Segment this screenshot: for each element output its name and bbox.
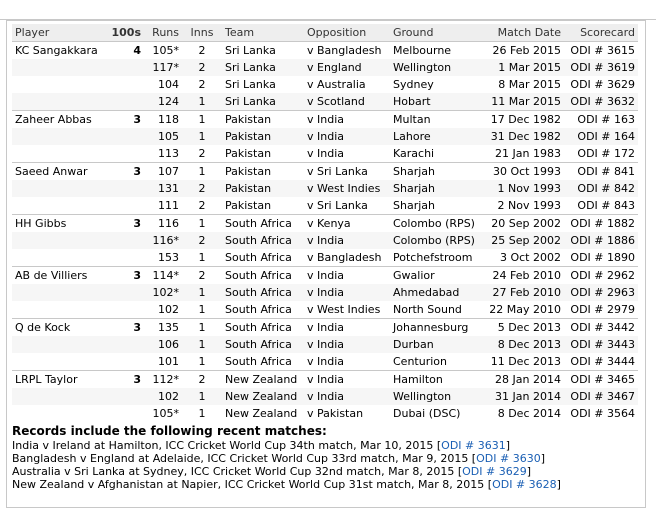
bracket-close: ] bbox=[556, 478, 561, 491]
scorecard-link[interactable]: ODI # 3443 bbox=[564, 336, 638, 353]
ground[interactable]: Lahore bbox=[390, 128, 482, 145]
hundreds-count: 3 bbox=[104, 319, 144, 337]
table-row bbox=[12, 76, 638, 93]
innings: 1 bbox=[182, 336, 222, 353]
note-scorecard-link[interactable]: ODI # 3631 bbox=[441, 439, 506, 452]
player-name[interactable]: AB de Villiers bbox=[12, 267, 104, 285]
table-row bbox=[12, 267, 638, 285]
opposition: v Bangladesh bbox=[307, 251, 382, 264]
opposition: v India bbox=[304, 336, 390, 353]
player-name[interactable] bbox=[12, 249, 104, 267]
team: South Africa bbox=[222, 215, 304, 233]
header-runs[interactable]: Runs bbox=[152, 26, 179, 39]
scorecard-link[interactable]: ODI # 3564 bbox=[570, 407, 635, 420]
header-opposition[interactable]: Opposition bbox=[307, 26, 367, 39]
hundreds-count bbox=[104, 197, 144, 215]
match-date: 1 Mar 2015 bbox=[482, 59, 564, 76]
runs: 124 bbox=[144, 93, 182, 111]
opposition: v India bbox=[304, 319, 390, 337]
opposition: v Kenya bbox=[304, 215, 390, 233]
table-row bbox=[12, 215, 638, 233]
header-scorecard[interactable]: Scorecard bbox=[580, 26, 635, 39]
bracket-close: ] bbox=[526, 465, 531, 478]
scorecard-link[interactable]: ODI # 2979 bbox=[570, 303, 635, 316]
player-name[interactable] bbox=[12, 76, 104, 93]
team: South Africa bbox=[225, 355, 292, 368]
team: South Africa bbox=[222, 336, 304, 353]
hundreds-count: 3 bbox=[104, 267, 144, 285]
player-name[interactable]: Zaheer Abbas bbox=[12, 111, 104, 129]
table-row bbox=[12, 42, 638, 60]
table-row bbox=[12, 405, 638, 422]
ground[interactable]: Colombo (RPS) bbox=[390, 232, 482, 249]
ground[interactable]: Melbourne bbox=[390, 42, 482, 60]
player-name[interactable] bbox=[12, 93, 104, 111]
table-row bbox=[12, 336, 638, 353]
opposition: v Scotland bbox=[304, 93, 390, 111]
ground[interactable]: Wellington bbox=[390, 59, 482, 76]
team: South Africa bbox=[222, 232, 304, 249]
runs: 113 bbox=[158, 147, 179, 160]
table-row bbox=[12, 388, 638, 405]
table-row bbox=[12, 163, 638, 181]
scorecard-link[interactable]: ODI # 3444 bbox=[570, 355, 635, 368]
innings: 1 bbox=[198, 355, 206, 368]
note-line bbox=[12, 478, 638, 491]
ground[interactable]: Gwalior bbox=[390, 267, 482, 285]
match-date: 8 Dec 2014 bbox=[497, 407, 561, 420]
ground[interactable]: Colombo (RPS) bbox=[390, 215, 482, 233]
team: South Africa bbox=[222, 267, 304, 285]
player-name[interactable] bbox=[12, 388, 104, 405]
innings: 2 bbox=[182, 59, 222, 76]
hundreds-count bbox=[104, 388, 144, 405]
match-date: 20 Sep 2002 bbox=[482, 215, 564, 233]
opposition: v India bbox=[304, 128, 390, 145]
match-date: 8 Dec 2013 bbox=[482, 336, 564, 353]
hundreds-count bbox=[104, 128, 144, 145]
table-row bbox=[12, 353, 638, 371]
match-date: 21 Jan 1983 bbox=[495, 147, 561, 160]
runs: 105* bbox=[152, 407, 179, 420]
table-row bbox=[12, 59, 638, 76]
player-name[interactable] bbox=[12, 145, 104, 163]
opposition: v West Indies bbox=[307, 303, 381, 316]
runs: 102 bbox=[144, 388, 182, 405]
innings: 1 bbox=[198, 407, 206, 420]
player-name[interactable]: KC Sangakkara bbox=[12, 42, 104, 60]
hundreds-count bbox=[104, 59, 144, 76]
match-date: 30 Oct 1993 bbox=[482, 163, 564, 181]
innings: 2 bbox=[182, 371, 222, 389]
ground[interactable]: Hamilton bbox=[390, 371, 482, 389]
header-100s[interactable]: 100s bbox=[111, 26, 141, 39]
note-text: New Zealand v Afghanistan at Napier, ICC Cricket World Cup 31st match, Mar 8, 2015 bbox=[12, 478, 485, 491]
runs: 131 bbox=[144, 180, 182, 197]
opposition: v India bbox=[307, 147, 345, 160]
match-date: 22 May 2010 bbox=[489, 303, 561, 316]
innings: 2 bbox=[182, 42, 222, 60]
header-player[interactable]: Player bbox=[15, 26, 50, 39]
note-line bbox=[12, 452, 638, 465]
table-header bbox=[12, 24, 638, 42]
ground[interactable]: Sharjah bbox=[390, 163, 482, 181]
table-row bbox=[12, 284, 638, 301]
match-date: 26 Feb 2015 bbox=[482, 42, 564, 60]
player-name[interactable]: Q de Kock bbox=[12, 319, 104, 337]
runs: 153 bbox=[158, 251, 179, 264]
match-date: 11 Dec 2013 bbox=[490, 355, 561, 368]
opposition: v Sri Lanka bbox=[307, 199, 368, 212]
opposition: v West Indies bbox=[304, 180, 390, 197]
scorecard-link[interactable]: ODI # 3467 bbox=[564, 388, 638, 405]
scorecard-link[interactable]: ODI # 1882 bbox=[564, 215, 638, 233]
bracket-open: [ bbox=[484, 478, 493, 491]
innings: 2 bbox=[182, 232, 222, 249]
innings: 2 bbox=[182, 267, 222, 285]
hundreds-count bbox=[104, 405, 144, 422]
bracket-close: ] bbox=[540, 452, 545, 465]
ground[interactable]: Sharjah bbox=[390, 180, 482, 197]
runs: 102 bbox=[158, 303, 179, 316]
team: Pakistan bbox=[222, 180, 304, 197]
note-text: Bangladesh v England at Adelaide, ICC Cricket World Cup 33rd match, Mar 9, 2015 bbox=[12, 452, 469, 465]
scorecard-link[interactable]: ODI # 843 bbox=[577, 199, 635, 212]
match-date: 2 Nov 1993 bbox=[497, 199, 561, 212]
player-name[interactable] bbox=[12, 301, 104, 319]
scorecard-link[interactable]: ODI # 842 bbox=[564, 180, 638, 197]
scorecard-link[interactable]: ODI # 164 bbox=[564, 128, 638, 145]
notes-title: Records include the following recent matches: bbox=[12, 424, 327, 438]
note-scorecard-link[interactable]: ODI # 3629 bbox=[462, 465, 527, 478]
note-scorecard-link[interactable]: ODI # 3628 bbox=[492, 478, 557, 491]
innings: 1 bbox=[182, 111, 222, 129]
opposition: v India bbox=[304, 111, 390, 129]
scorecard-link[interactable]: ODI # 2963 bbox=[564, 284, 638, 301]
header-inns[interactable]: Inns bbox=[190, 26, 214, 39]
hundreds-count bbox=[104, 76, 144, 93]
scorecard-link[interactable]: ODI # 3615 bbox=[564, 42, 638, 60]
table-row bbox=[12, 93, 638, 111]
table-row bbox=[12, 249, 638, 267]
innings: 1 bbox=[182, 319, 222, 337]
hundreds-count: 3 bbox=[104, 111, 144, 129]
hundreds-count bbox=[104, 336, 144, 353]
table-row bbox=[12, 232, 638, 249]
opposition: v India bbox=[304, 232, 390, 249]
innings: 1 bbox=[182, 215, 222, 233]
match-date: 24 Feb 2010 bbox=[482, 267, 564, 285]
runs: 112* bbox=[144, 371, 182, 389]
match-date: 5 Dec 2013 bbox=[482, 319, 564, 337]
hundreds-count: 3 bbox=[104, 163, 144, 181]
runs: 111 bbox=[158, 199, 179, 212]
header-ground[interactable]: Ground bbox=[393, 26, 434, 39]
opposition: v England bbox=[304, 59, 390, 76]
team: New Zealand bbox=[222, 388, 304, 405]
innings: 1 bbox=[182, 128, 222, 145]
opposition: v Sri Lanka bbox=[304, 163, 390, 181]
scorecard-link[interactable]: ODI # 172 bbox=[577, 147, 635, 160]
runs: 106 bbox=[144, 336, 182, 353]
hundreds-count bbox=[104, 93, 144, 111]
table-row bbox=[12, 128, 638, 145]
player-name[interactable] bbox=[12, 353, 104, 371]
team: Pakistan bbox=[225, 199, 272, 212]
opposition: v India bbox=[307, 355, 345, 368]
header-team[interactable]: Team bbox=[225, 26, 255, 39]
bracket-open: [ bbox=[468, 452, 477, 465]
player-name[interactable] bbox=[12, 232, 104, 249]
ground[interactable]: Multan bbox=[390, 111, 482, 129]
records-table bbox=[12, 24, 638, 422]
team: Sri Lanka bbox=[225, 78, 276, 91]
scorecard-link[interactable]: ODI # 2962 bbox=[564, 267, 638, 285]
bracket-open: [ bbox=[454, 465, 463, 478]
opposition: v India bbox=[304, 388, 390, 405]
innings: 2 bbox=[198, 199, 206, 212]
scorecard-link[interactable]: ODI # 1886 bbox=[564, 232, 638, 249]
runs: 105* bbox=[144, 42, 182, 60]
player-name[interactable]: HH Gibbs bbox=[12, 215, 104, 233]
team: Pakistan bbox=[222, 128, 304, 145]
hundreds-count bbox=[104, 249, 144, 267]
ground[interactable]: Dubai (DSC) bbox=[393, 407, 461, 420]
scorecard-link[interactable]: ODI # 163 bbox=[564, 111, 638, 129]
team: Sri Lanka bbox=[222, 93, 304, 111]
note-text: Australia v Sri Lanka at Sydney, ICC Cricket World Cup 32nd match, Mar 8, 2015 bbox=[12, 465, 455, 478]
ground[interactable]: Durban bbox=[390, 336, 482, 353]
ground[interactable]: Wellington bbox=[390, 388, 482, 405]
team: Sri Lanka bbox=[222, 42, 304, 60]
hundreds-count bbox=[104, 145, 144, 163]
bracket-close: ] bbox=[505, 439, 511, 452]
runs: 114* bbox=[144, 267, 182, 285]
innings: 1 bbox=[182, 388, 222, 405]
ground[interactable]: Ahmedabad bbox=[390, 284, 482, 301]
match-date: 25 Sep 2002 bbox=[482, 232, 564, 249]
ground[interactable]: North Sound bbox=[393, 303, 462, 316]
ground[interactable]: Karachi bbox=[393, 147, 435, 160]
innings: 2 bbox=[198, 78, 206, 91]
note-line bbox=[12, 439, 638, 452]
team: South Africa bbox=[222, 319, 304, 337]
header-match-date[interactable]: Match Date bbox=[497, 26, 561, 39]
hundreds-count: 3 bbox=[104, 371, 144, 389]
note-text: India v Ireland at Hamilton, ICC Cricket World Cup 34th match, Mar 10, 2015 bbox=[12, 439, 434, 452]
team: Pakistan bbox=[225, 147, 272, 160]
note-scorecard-link[interactable]: ODI # 3630 bbox=[476, 452, 541, 465]
opposition: v India bbox=[304, 267, 390, 285]
runs: 107 bbox=[144, 163, 182, 181]
match-date: 3 Oct 2002 bbox=[499, 251, 561, 264]
hundreds-count bbox=[104, 284, 144, 301]
opposition: v Australia bbox=[307, 78, 366, 91]
table-row bbox=[12, 301, 638, 319]
hundreds-count bbox=[104, 232, 144, 249]
note-line bbox=[12, 465, 638, 478]
table-row bbox=[12, 180, 638, 197]
runs: 105 bbox=[144, 128, 182, 145]
match-date: 31 Jan 2014 bbox=[482, 388, 564, 405]
opposition: v India bbox=[304, 371, 390, 389]
innings: 1 bbox=[198, 251, 206, 264]
player-name[interactable] bbox=[12, 128, 104, 145]
opposition: v Bangladesh bbox=[304, 42, 390, 60]
match-date: 31 Dec 1982 bbox=[482, 128, 564, 145]
runs: 116 bbox=[144, 215, 182, 233]
match-date: 8 Mar 2015 bbox=[498, 78, 561, 91]
scorecard-link[interactable]: ODI # 3442 bbox=[564, 319, 638, 337]
scorecard-link[interactable]: ODI # 3632 bbox=[564, 93, 638, 111]
runs: 135 bbox=[144, 319, 182, 337]
recent-matches-notes bbox=[12, 425, 638, 491]
match-date: 1 Nov 1993 bbox=[482, 180, 564, 197]
hundreds-count: 3 bbox=[104, 215, 144, 233]
opposition: v Pakistan bbox=[307, 407, 364, 420]
innings: 2 bbox=[198, 147, 206, 160]
ground[interactable]: Sharjah bbox=[393, 199, 435, 212]
team: South Africa bbox=[225, 303, 292, 316]
scorecard-link[interactable]: ODI # 1890 bbox=[570, 251, 635, 264]
player-name[interactable]: Saeed Anwar bbox=[12, 163, 104, 181]
runs: 102* bbox=[144, 284, 182, 301]
team: South Africa bbox=[225, 251, 292, 264]
innings: 1 bbox=[198, 303, 206, 316]
team: New Zealand bbox=[222, 371, 304, 389]
player-name[interactable] bbox=[12, 197, 104, 215]
team: Sri Lanka bbox=[222, 59, 304, 76]
runs: 104 bbox=[158, 78, 179, 91]
scorecard-link[interactable]: ODI # 3619 bbox=[564, 59, 638, 76]
table-row bbox=[12, 319, 638, 337]
opposition: v India bbox=[304, 284, 390, 301]
hundreds-count bbox=[104, 180, 144, 197]
team: Pakistan bbox=[222, 111, 304, 129]
ground[interactable]: Hobart bbox=[390, 93, 482, 111]
ground[interactable]: Johannesburg bbox=[390, 319, 482, 337]
runs: 117* bbox=[144, 59, 182, 76]
hundreds-count bbox=[104, 353, 144, 371]
table-row bbox=[12, 371, 638, 389]
table-row bbox=[12, 145, 638, 163]
innings: 1 bbox=[182, 163, 222, 181]
table-row bbox=[12, 111, 638, 129]
runs: 101 bbox=[158, 355, 179, 368]
match-date: 28 Jan 2014 bbox=[482, 371, 564, 389]
runs: 118 bbox=[144, 111, 182, 129]
player-name[interactable] bbox=[12, 284, 104, 301]
scorecard-link[interactable]: ODI # 3629 bbox=[570, 78, 635, 91]
hundreds-count: 4 bbox=[104, 42, 144, 60]
runs: 116* bbox=[144, 232, 182, 249]
player-name[interactable] bbox=[12, 59, 104, 76]
ground[interactable]: Potchefstroom bbox=[393, 251, 473, 264]
scorecard-link[interactable]: ODI # 841 bbox=[564, 163, 638, 181]
bracket-open: [ bbox=[433, 439, 442, 452]
match-date: 11 Mar 2015 bbox=[482, 93, 564, 111]
team: Pakistan bbox=[222, 163, 304, 181]
match-date: 17 Dec 1982 bbox=[482, 111, 564, 129]
player-name[interactable] bbox=[12, 405, 104, 422]
player-name[interactable] bbox=[12, 336, 104, 353]
ground[interactable]: Centurion bbox=[393, 355, 447, 368]
player-name[interactable] bbox=[12, 180, 104, 197]
innings: 2 bbox=[182, 180, 222, 197]
hundreds-count bbox=[104, 301, 144, 319]
team: New Zealand bbox=[225, 407, 298, 420]
match-date: 27 Feb 2010 bbox=[482, 284, 564, 301]
table-row bbox=[12, 197, 638, 215]
innings: 1 bbox=[182, 93, 222, 111]
ground[interactable]: Sydney bbox=[393, 78, 434, 91]
team: South Africa bbox=[222, 284, 304, 301]
innings: 1 bbox=[182, 284, 222, 301]
scorecard-link[interactable]: ODI # 3465 bbox=[564, 371, 638, 389]
player-name[interactable]: LRPL Taylor bbox=[12, 371, 104, 389]
